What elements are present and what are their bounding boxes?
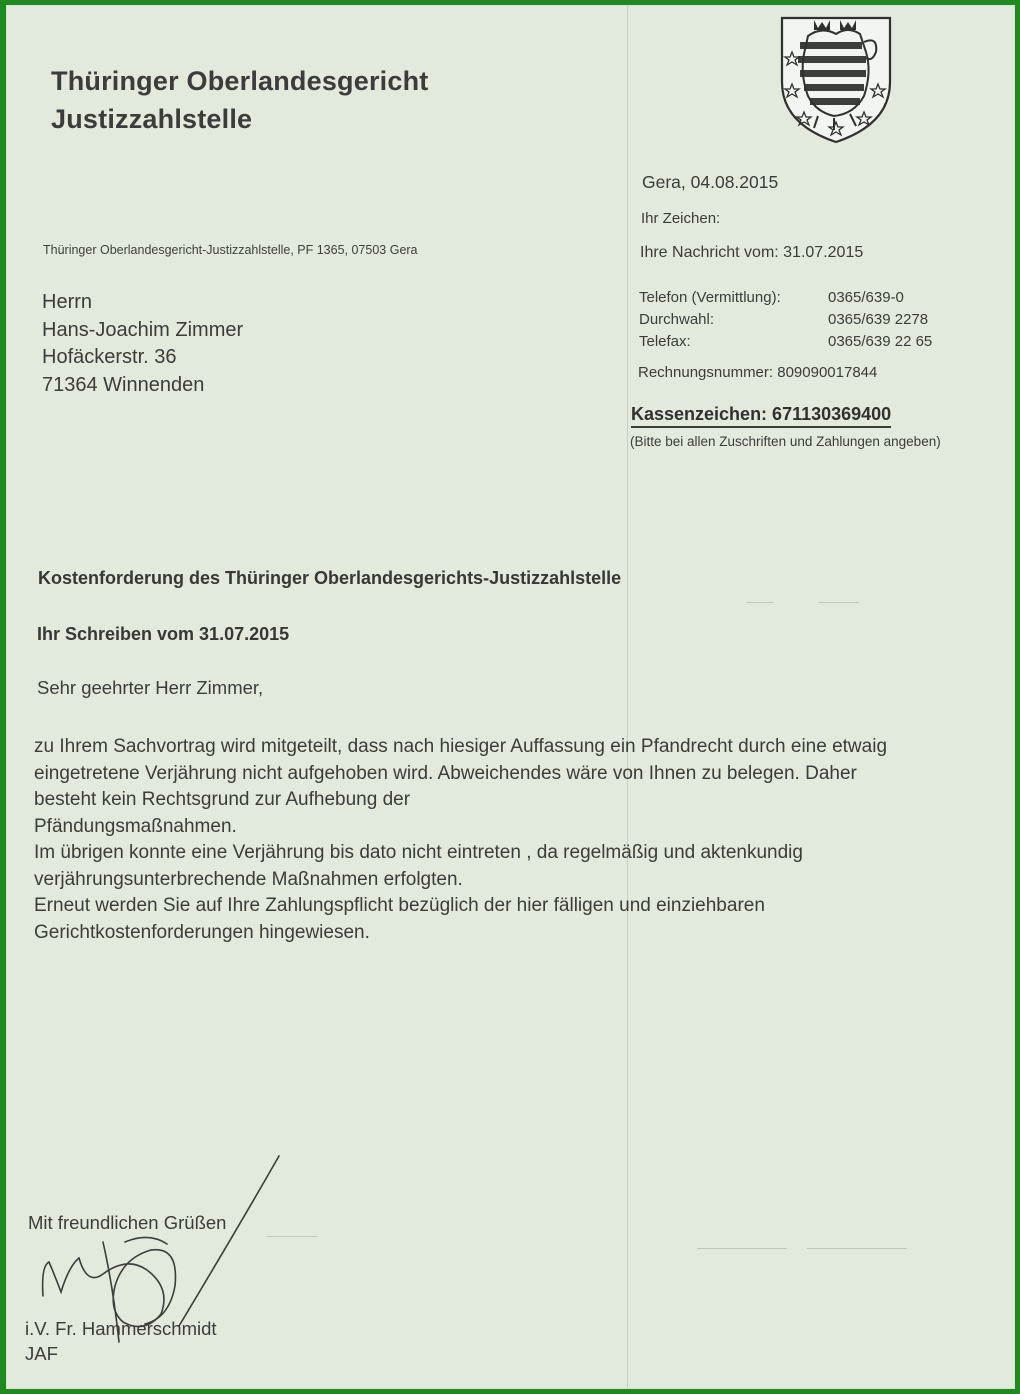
- recipient-address: [42, 289, 243, 399]
- organization-name: [51, 62, 428, 138]
- your-reference: Ihr Zeichen:: [641, 210, 721, 227]
- contact-label: Telefon (Vermittlung):: [639, 289, 781, 306]
- sender-return-address: Thüringer Oberlandesgericht-Justizzahlstelle, PF 1365, 07503 Gera: [43, 243, 418, 257]
- recipient-street: Hofäckerstr. 36: [42, 346, 177, 368]
- scan-speck: [747, 602, 773, 603]
- organization-line-1: Thüringer Oberlandesgericht: [51, 66, 429, 96]
- body-line: verjährungsunterbrechende Maßnahmen erfolgten.: [34, 868, 463, 890]
- letter-greeting: Sehr geehrter Herr Zimmer,: [37, 677, 264, 698]
- contact-label: Durchwahl:: [639, 311, 715, 328]
- invoice-number: Rechnungsnummer: 809090017844: [638, 364, 878, 381]
- body-line: Im übrigen konnte eine Verjährung bis dato nicht eintreten , da regelmäßig und aktenkundig: [34, 842, 803, 863]
- scan-speck: [807, 1248, 907, 1249]
- letter-body: [34, 734, 984, 946]
- thuringia-coat-of-arms-icon: [778, 12, 894, 146]
- scan-speck: [819, 602, 859, 603]
- cash-reference-note: (Bitte bei allen Zuschriften und Zahlungen angeben): [630, 434, 941, 449]
- signer-initials: JAF: [25, 1343, 58, 1364]
- body-line: zu Ihrem Sachvortrag wird mitgeteilt, dass nach hiesiger Auffassung ein Pfandrecht durch eine etwaig: [34, 736, 888, 757]
- handwritten-signature: [29, 1146, 299, 1346]
- contact-row-fax: [639, 331, 932, 353]
- recipient-salutation: Herrn: [42, 291, 93, 313]
- body-line: eingetretene Verjährung nicht aufgehoben wird. Abweichendes wäre von Ihnen zu belegen. Daher: [34, 762, 857, 784]
- contact-value: 0365/639-0: [828, 289, 904, 306]
- contact-value: 0365/639 2278: [828, 311, 929, 328]
- contact-row-phone: [639, 287, 932, 309]
- contact-details: [639, 287, 932, 353]
- document-frame: [6, 5, 1015, 1389]
- body-line: Erneut werden Sie auf Ihre Zahlungspflicht bezüglich der hier fälligen und einziehbaren: [34, 895, 765, 916]
- contact-value: 0365/639 22 65: [828, 333, 933, 350]
- body-line: besteht kein Rechtsgrund zur Aufhebung der: [34, 789, 411, 810]
- letter-closing: Mit freundlichen Grüßen: [28, 1212, 227, 1233]
- recipient-city: 71364 Winnenden: [42, 373, 205, 396]
- recipient-name: Hans-Joachim Zimmer: [42, 318, 244, 341]
- letter-subject: Kostenforderung des Thüringer Oberlandesgerichts-Justizzahlstelle: [38, 568, 622, 588]
- fold-line: [627, 6, 628, 1388]
- letter-date: Gera, 04.08.2015: [642, 172, 779, 192]
- contact-label: Telefax:: [639, 333, 691, 350]
- contact-row-direct: [639, 309, 932, 331]
- scan-speck: [697, 1248, 787, 1249]
- body-line: Gerichtkostenforderungen hingewiesen.: [34, 921, 370, 943]
- body-line: Pfändungsmaßnahmen.: [34, 815, 237, 837]
- letter-subject-reference: Ihr Schreiben vom 31.07.2015: [37, 624, 290, 644]
- your-message-date: Ihre Nachricht vom: 31.07.2015: [640, 244, 864, 261]
- organization-line-2: Justizzahlstelle: [51, 104, 253, 134]
- signer-name: i.V. Fr. Hammerschmidt: [25, 1318, 217, 1339]
- letter-page: [7, 6, 1014, 1388]
- cash-reference-number: Kassenzeichen: 671130369400: [631, 404, 891, 428]
